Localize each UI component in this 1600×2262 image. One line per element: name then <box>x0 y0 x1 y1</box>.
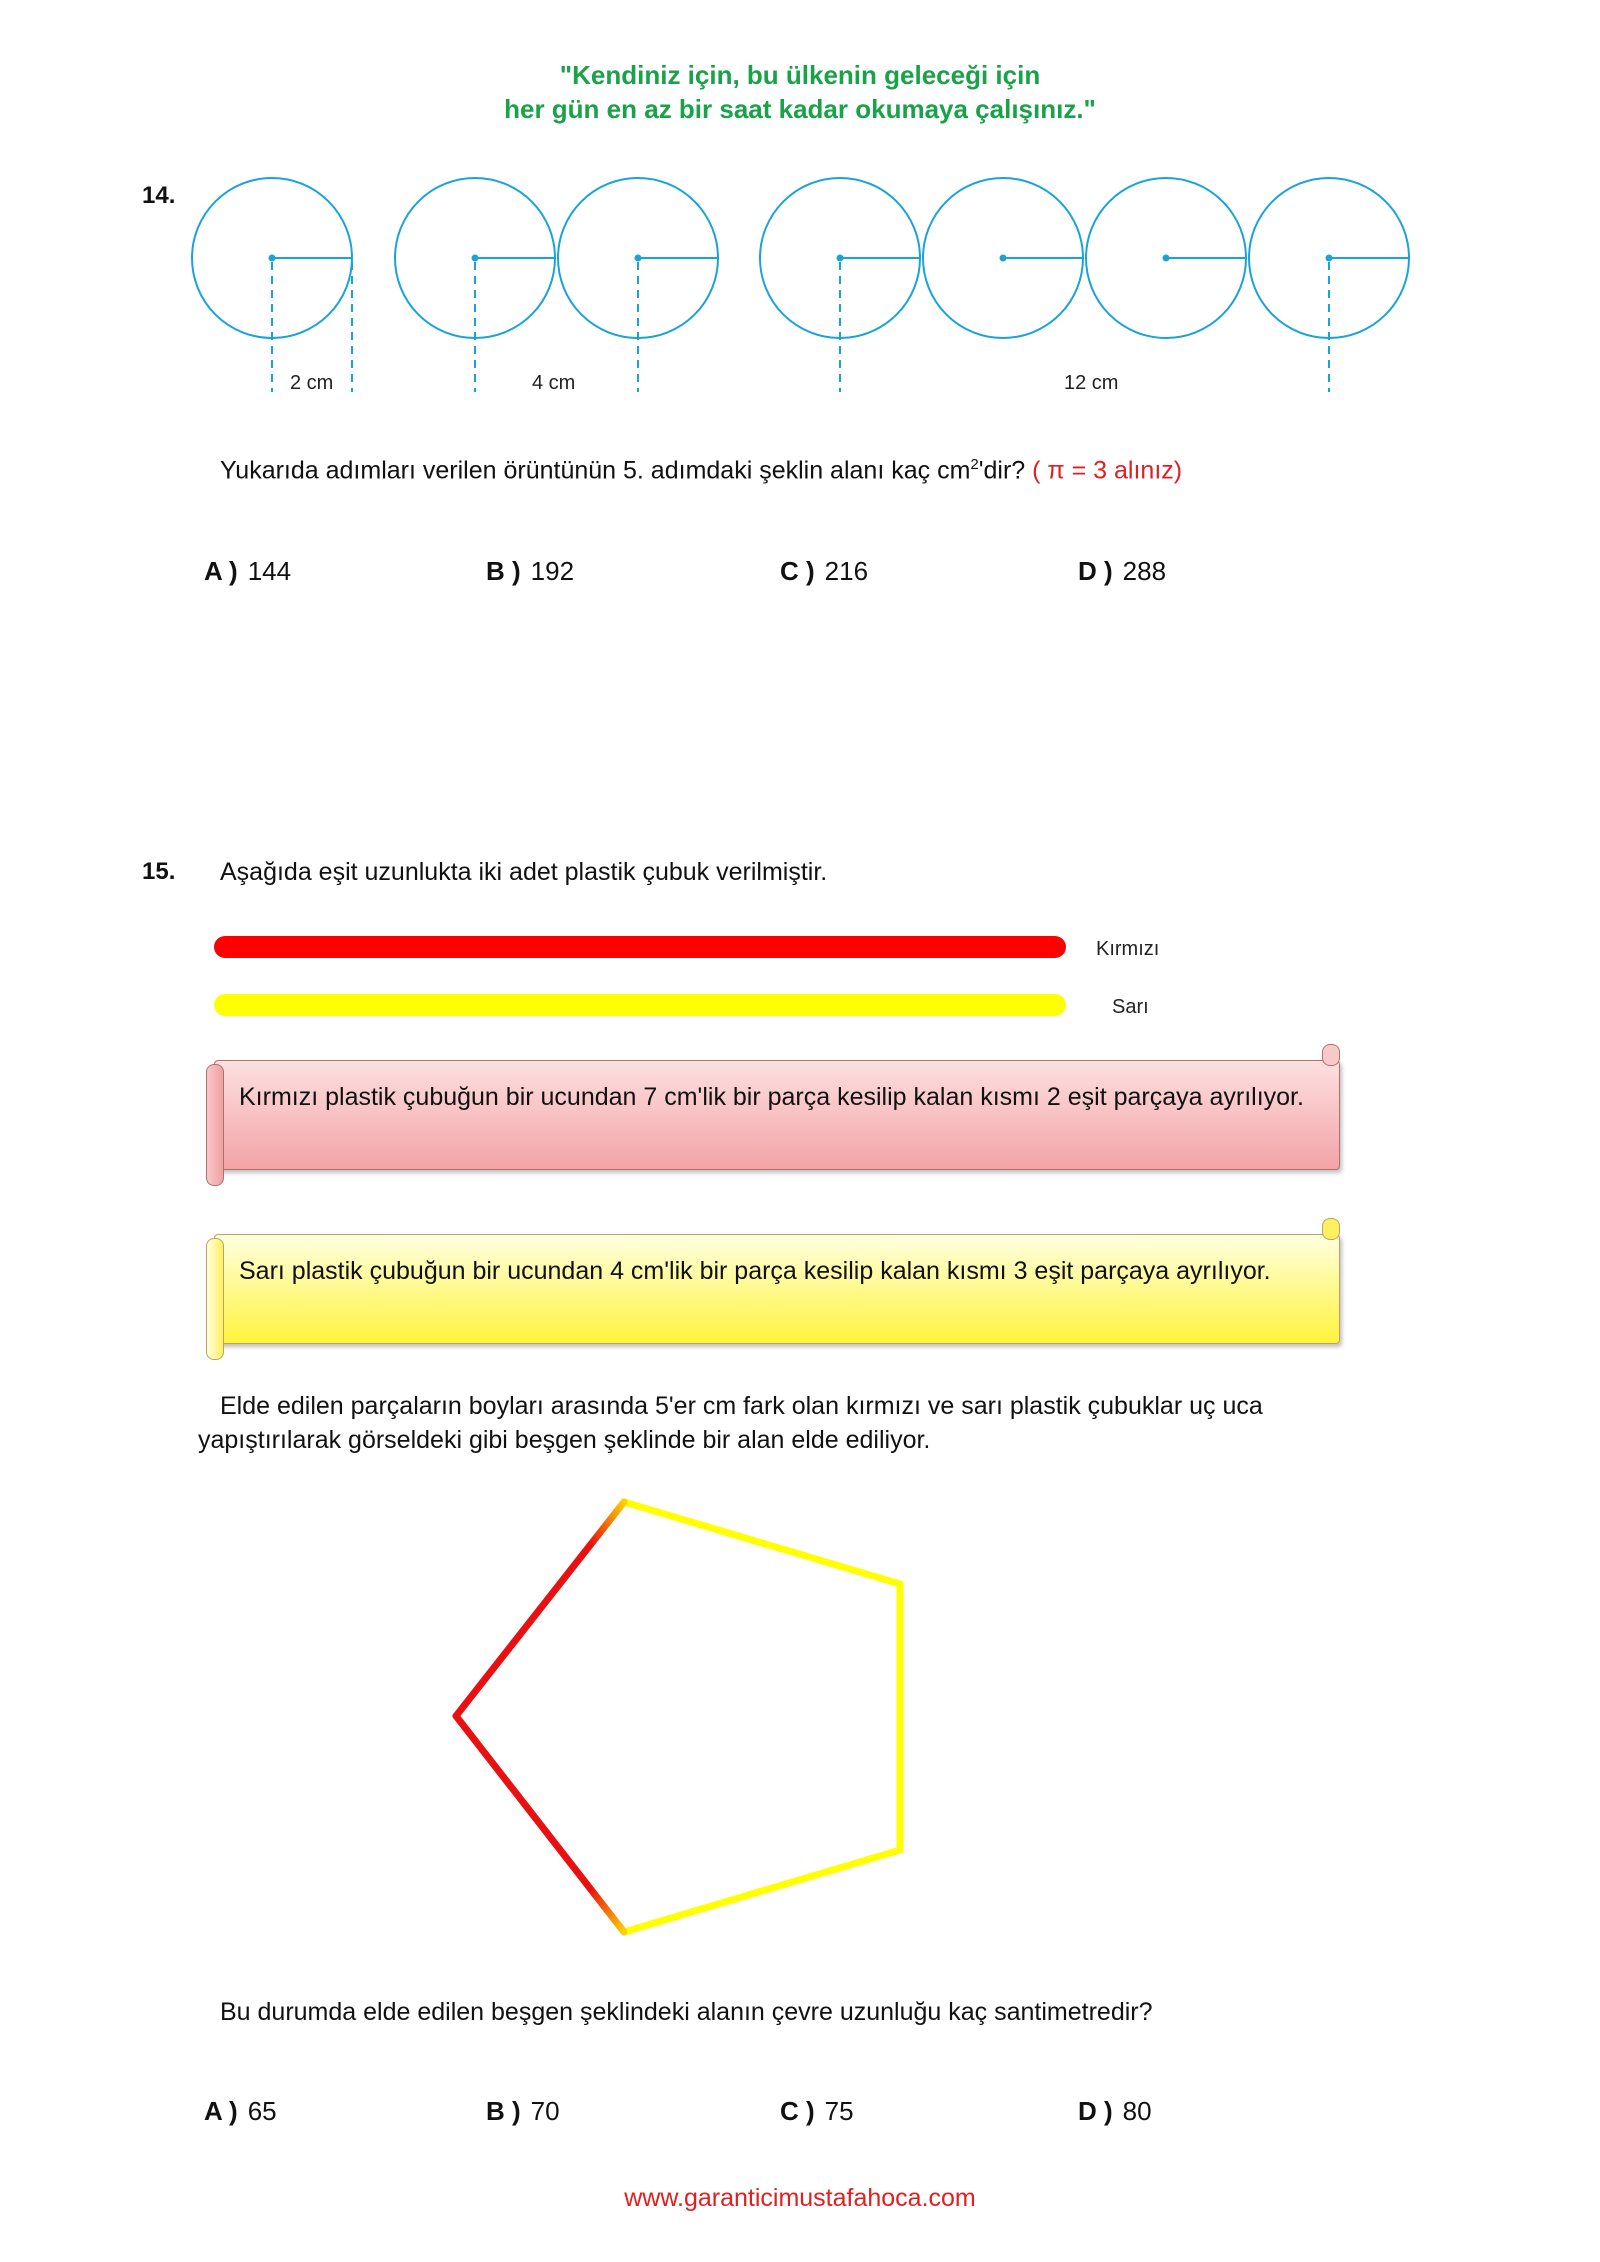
q15-option-d[interactable]: D ) 80 <box>1078 2096 1152 2126</box>
pentagon-side-yellow <box>624 1850 900 1932</box>
q14-option-a[interactable]: A ) 144 <box>204 556 292 586</box>
dimension-label-step2: 4 cm <box>532 372 576 394</box>
q15-option-a[interactable]: A ) 65 <box>204 2096 277 2126</box>
q14-option-d[interactable]: D ) 288 <box>1078 556 1167 586</box>
question-15-number: 15. <box>142 858 176 885</box>
scroll-curl-right <box>1322 1218 1340 1240</box>
scroll-curl-left <box>206 1238 224 1360</box>
scroll-curl-left <box>206 1064 224 1186</box>
red-rod-note-text: Kırmızı plastik çubuğun bir ucundan 7 cm'lik bir parça kesilip kalan kısmı 2 eşit parçaya ayrılıyor. <box>239 1083 1304 1111</box>
yellow-rod <box>214 994 1066 1016</box>
pentagon-side-yellow <box>624 1502 900 1584</box>
q14-option-c[interactable]: C ) 216 <box>780 556 869 586</box>
motto-line-1: "Kendiniz için, bu ülkenin geleceği için <box>559 60 1041 90</box>
yellow-rod-note <box>214 1234 1340 1344</box>
q15-option-c[interactable]: C ) 75 <box>780 2096 854 2126</box>
pentagon-side-red <box>456 1716 624 1932</box>
footer-website-link[interactable]: www.garanticimustafahoca.com <box>624 2184 976 2212</box>
dimension-label-step3: 12 cm <box>1064 372 1119 394</box>
q14-option-b[interactable]: B ) 192 <box>486 556 575 586</box>
question-14-number: 14. <box>142 182 176 209</box>
pi-note: ( π = 3 alınız) <box>1032 456 1183 485</box>
scroll-curl-right <box>1322 1044 1340 1066</box>
red-rod-label: Kırmızı <box>1096 938 1160 960</box>
question-15-text: Bu durumda elde edilen beşgen şeklindeki alanın çevre uzunluğu kaç santimetredir? <box>220 1998 1153 2026</box>
question-14-text: Yukarıda adımları verilen örüntünün 5. adımdaki şeklin alanı kaç $cm^2'dir$? ( π = 3 alınız) <box>220 456 1183 485</box>
q15-paragraph-line-1: Elde edilen parçaların boyları arasında 5'er cm fark olan kırmızı ve sarı plastik çubuklar uç uca <box>220 1392 1263 1420</box>
pentagon-side-red <box>456 1502 624 1716</box>
yellow-rod-label: Sarı <box>1112 996 1149 1018</box>
yellow-rod-note-text: Sarı plastik çubuğun bir ucundan 4 cm'lik bir parça kesilip kalan kısmı 3 eşit parçaya ayrılıyor. <box>239 1257 1271 1285</box>
motto-line-2: her gün en az bir saat kadar okumaya çalışınız." <box>504 94 1096 124</box>
dimension-label-step1: 2 cm <box>290 372 334 394</box>
red-rod <box>214 936 1066 958</box>
circle-pattern-figure <box>0 170 1600 400</box>
pentagon-figure <box>0 1480 1600 1950</box>
q15-paragraph-line-2: yapıştırılarak görseldeki gibi beşgen şeklinde bir alan elde ediliyor. <box>198 1426 931 1454</box>
red-rod-note <box>214 1060 1340 1170</box>
q15-option-b[interactable]: B ) 70 <box>486 2096 560 2126</box>
question-15-intro: Aşağıda eşit uzunlukta iki adet plastik çubuk verilmiştir. <box>220 858 828 886</box>
